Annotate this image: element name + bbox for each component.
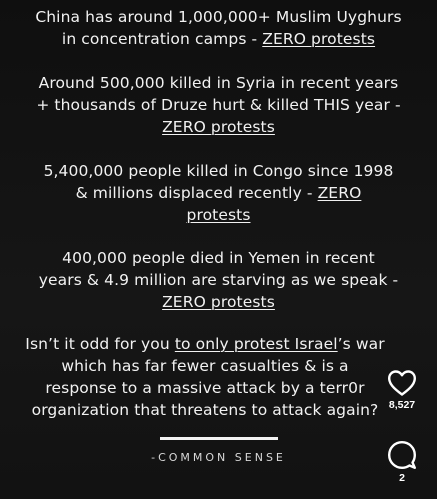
- zero-protests-link: ZERO protests: [162, 293, 275, 311]
- paragraph-congo: [0, 160, 437, 226]
- text-line: [0, 28, 437, 50]
- zero-protests-link: ZERO protests: [162, 118, 275, 136]
- paragraph-yemen: [0, 247, 437, 313]
- text-line: China has around 1,000,000+ Muslim Uyghurs: [35, 8, 402, 26]
- text-line: response to a massive attack by a terr0r: [45, 379, 365, 397]
- text-span: & millions displaced recently -: [75, 184, 318, 202]
- text-span: ’s war: [337, 335, 385, 353]
- text-line: [0, 291, 437, 313]
- text-span: in concentration camps -: [61, 30, 263, 48]
- protest-israel-link: to only protest Israel: [174, 335, 338, 353]
- text-line: 5,400,000 people killed in Congo since 1998: [43, 162, 394, 180]
- like-count: 8,527: [388, 399, 416, 411]
- like-button[interactable]: [379, 369, 425, 411]
- comment-count: 2: [399, 472, 405, 484]
- paragraph-syria: [0, 72, 437, 138]
- heart-icon: [387, 369, 417, 397]
- text-span: Isn’t it odd for you: [25, 335, 175, 353]
- text-line: [0, 333, 410, 355]
- text-line: years & 4.9 million are starving as we speak -: [38, 271, 399, 289]
- text-line: Around 500,000 killed in Syria in recent years: [38, 74, 399, 92]
- zero-protests-link: protests: [186, 206, 251, 224]
- comment-bubble-icon: [387, 440, 417, 470]
- text-line: [0, 204, 437, 226]
- zero-protests-link: ZERO protests: [262, 30, 376, 48]
- text-line: + thousands of Druze hurt & killed THIS year -: [36, 96, 401, 114]
- signature: -COMMON SENSE: [151, 451, 286, 464]
- zero-protests-link: ZERO: [317, 184, 362, 202]
- text-line: [0, 182, 437, 204]
- text-line: organization that threatens to attack again?: [31, 401, 379, 419]
- divider-line: [160, 437, 278, 440]
- comment-button[interactable]: [379, 440, 425, 484]
- text-line: [0, 116, 437, 138]
- paragraph-closing: [0, 333, 410, 421]
- paragraph-uyghurs: [0, 6, 437, 50]
- text-line: which has far fewer casualties & is a: [61, 357, 349, 375]
- text-line: 400,000 people died in Yemen in recent: [62, 249, 375, 267]
